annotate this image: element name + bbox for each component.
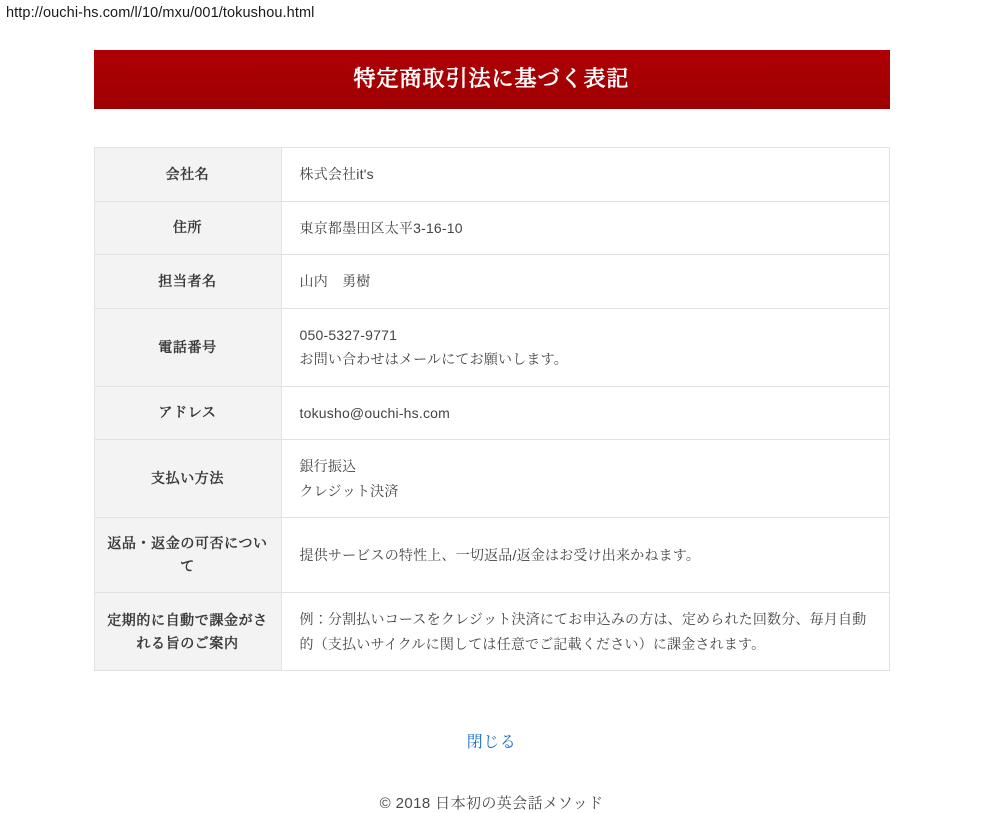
close-link-row [94,729,890,752]
row-value-address [281,201,889,255]
row-label-company-name: 会社名 [94,148,281,202]
row-label-email: アドレス [94,386,281,440]
value-line: お問い合わせはメールにてお願いします。 [299,351,568,368]
value-line: 東京都墨田区太平3-16-10 [299,219,463,236]
footer-copyright: © 2018 日本初の英会話メソッド [379,795,604,813]
table-row [94,255,889,309]
browser-url-bar[interactable]: http://ouchi-hs.com/l/10/mxu/001/tokushou.html [6,5,315,21]
row-value-payment-method [281,440,889,518]
row-value-email [281,386,889,440]
tokushoho-info-table [94,147,890,671]
value-line: tokusho@ouchi-hs.com [299,404,451,421]
value-line: 株式会社it's [299,166,374,183]
row-value-recurring-billing [281,593,889,671]
value-line: 例：分割払いコースをクレジット決済にてお申込みの方は、定められた回数分、毎月自動的（支払いサイクルに関しては任意でご記載ください）に課金されます。 [299,611,867,652]
row-label-phone: 電話番号 [94,308,281,386]
page-body [0,21,983,813]
table-row [94,308,889,386]
table-row [94,593,889,671]
row-label-recurring-billing: 定期的に自動で課金がされる旨のご案内 [94,593,281,671]
value-line: 銀行振込 [299,458,357,475]
row-label-address: 住所 [94,201,281,255]
content-container [94,21,890,813]
table-row [94,201,889,255]
row-value-refund-policy [281,518,889,593]
table-row [94,148,889,202]
row-value-company-name [281,148,889,202]
value-line: 050-5327-9771 [299,326,398,343]
close-button[interactable]: 閉じる [466,734,517,752]
table-body [94,148,889,671]
table-row [94,440,889,518]
row-label-refund-policy: 返品・返金の可否について [94,518,281,593]
row-label-payment-method: 支払い方法 [94,440,281,518]
row-label-contact-person: 担当者名 [94,255,281,309]
table-row [94,386,889,440]
page-title: 特定商取引法に基づく表記 [94,50,890,109]
table-row [94,518,889,593]
row-value-phone [281,308,889,386]
row-value-contact-person [281,255,889,309]
value-line: 提供サービスの特性上、一切返品/返金はお受け出来かねます。 [299,547,701,564]
value-line: 山内 勇樹 [299,273,371,290]
value-line: クレジット決済 [299,482,399,499]
